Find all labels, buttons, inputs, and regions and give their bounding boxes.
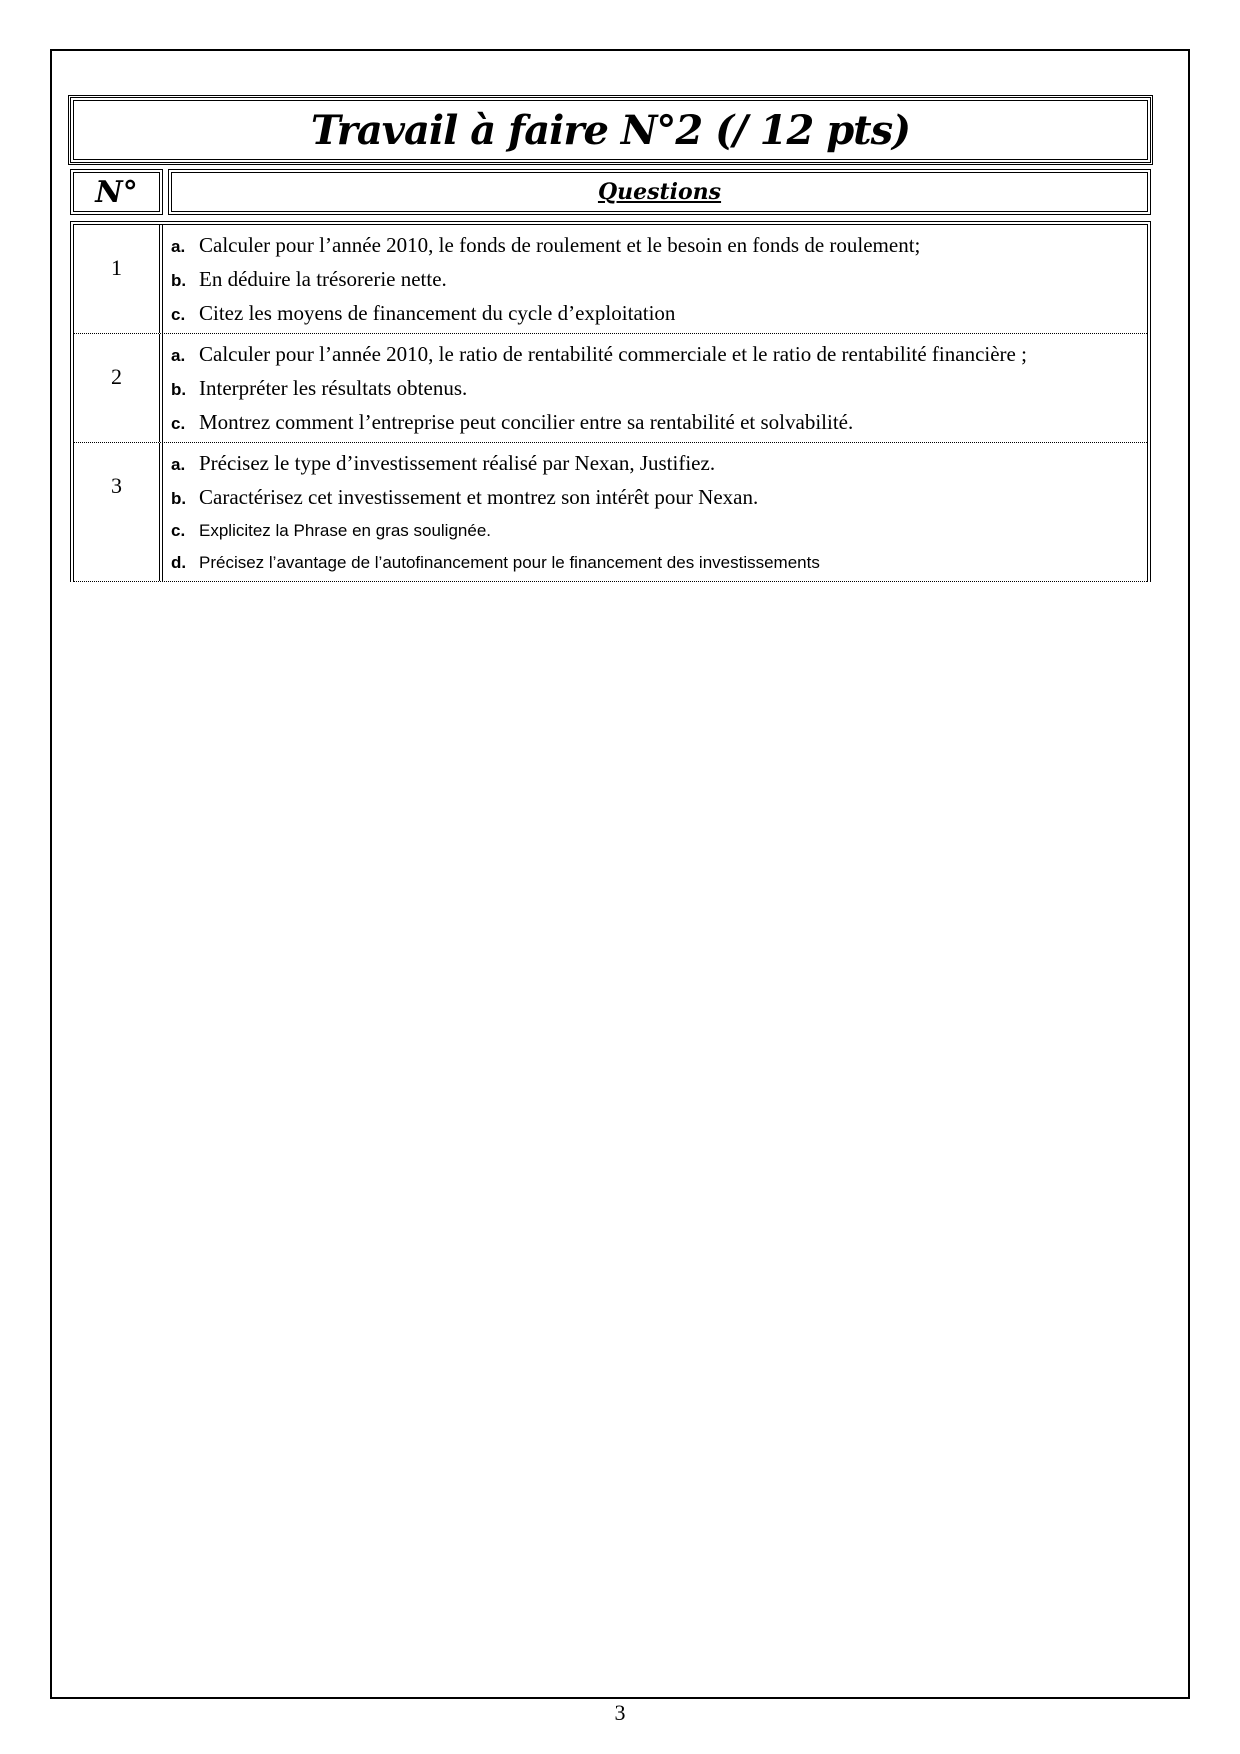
question-item xyxy=(171,406,1147,440)
item-letter: a. xyxy=(171,346,186,365)
item-letter: b. xyxy=(171,380,187,399)
item-letter: a. xyxy=(171,237,186,256)
item-text: Caractérisez cet investissement et montrez son intérêt pour Nexan. xyxy=(199,485,759,509)
question-number: 2 xyxy=(74,334,163,442)
item-text: Calculer pour l’année 2010, le fonds de roulement et le besoin en fonds de roulement; xyxy=(199,233,921,257)
question-item xyxy=(171,515,1147,547)
question-item xyxy=(171,263,1147,297)
question-items xyxy=(163,225,1147,333)
questions-column-header: Questions xyxy=(168,169,1151,215)
work-title: Travail à faire N°2 (/ 12 pts) xyxy=(70,97,1151,163)
question-item xyxy=(171,447,1147,481)
question-rows xyxy=(70,221,1151,582)
number-column-header: N° xyxy=(70,169,163,215)
item-letter: c. xyxy=(171,305,186,324)
question-item xyxy=(171,547,1147,579)
work-table xyxy=(70,97,1151,582)
item-text: Interpréter les résultats obtenus. xyxy=(199,376,468,400)
item-letter: d. xyxy=(171,553,187,572)
item-text: Précisez le type d’investissement réalisé par Nexan, Justifiez. xyxy=(199,451,716,475)
item-letter: c. xyxy=(171,414,186,433)
item-text: Citez les moyens de financement du cycle d’exploitation xyxy=(199,301,676,325)
question-row-2 xyxy=(74,334,1147,443)
question-row-3 xyxy=(74,443,1147,582)
question-item xyxy=(171,297,1147,331)
question-item xyxy=(171,372,1147,406)
item-text: Calculer pour l’année 2010, le ratio de rentabilité commerciale et le ratio de rentabilité financière ; xyxy=(199,342,1027,366)
question-item xyxy=(171,338,1147,372)
question-row-1 xyxy=(74,225,1147,334)
item-letter: a. xyxy=(171,455,186,474)
page-number: 3 xyxy=(614,1700,626,1725)
item-letter: c. xyxy=(171,521,186,540)
question-number: 3 xyxy=(74,443,163,581)
question-number: 1 xyxy=(74,225,163,333)
item-text: Précisez l’avantage de l’autofinancement pour le financement des investissements xyxy=(199,553,820,572)
item-text: Explicitez la Phrase en gras soulignée. xyxy=(199,521,491,540)
question-item xyxy=(171,229,1147,263)
question-items xyxy=(163,443,1147,581)
item-text: En déduire la trésorerie nette. xyxy=(199,267,447,291)
item-letter: b. xyxy=(171,271,187,290)
table-header xyxy=(70,169,1151,215)
question-item xyxy=(171,481,1147,515)
question-items xyxy=(163,334,1147,442)
item-letter: b. xyxy=(171,489,187,508)
item-text: Montrez comment l’entreprise peut concilier entre sa rentabilité et solvabilité. xyxy=(199,410,854,434)
